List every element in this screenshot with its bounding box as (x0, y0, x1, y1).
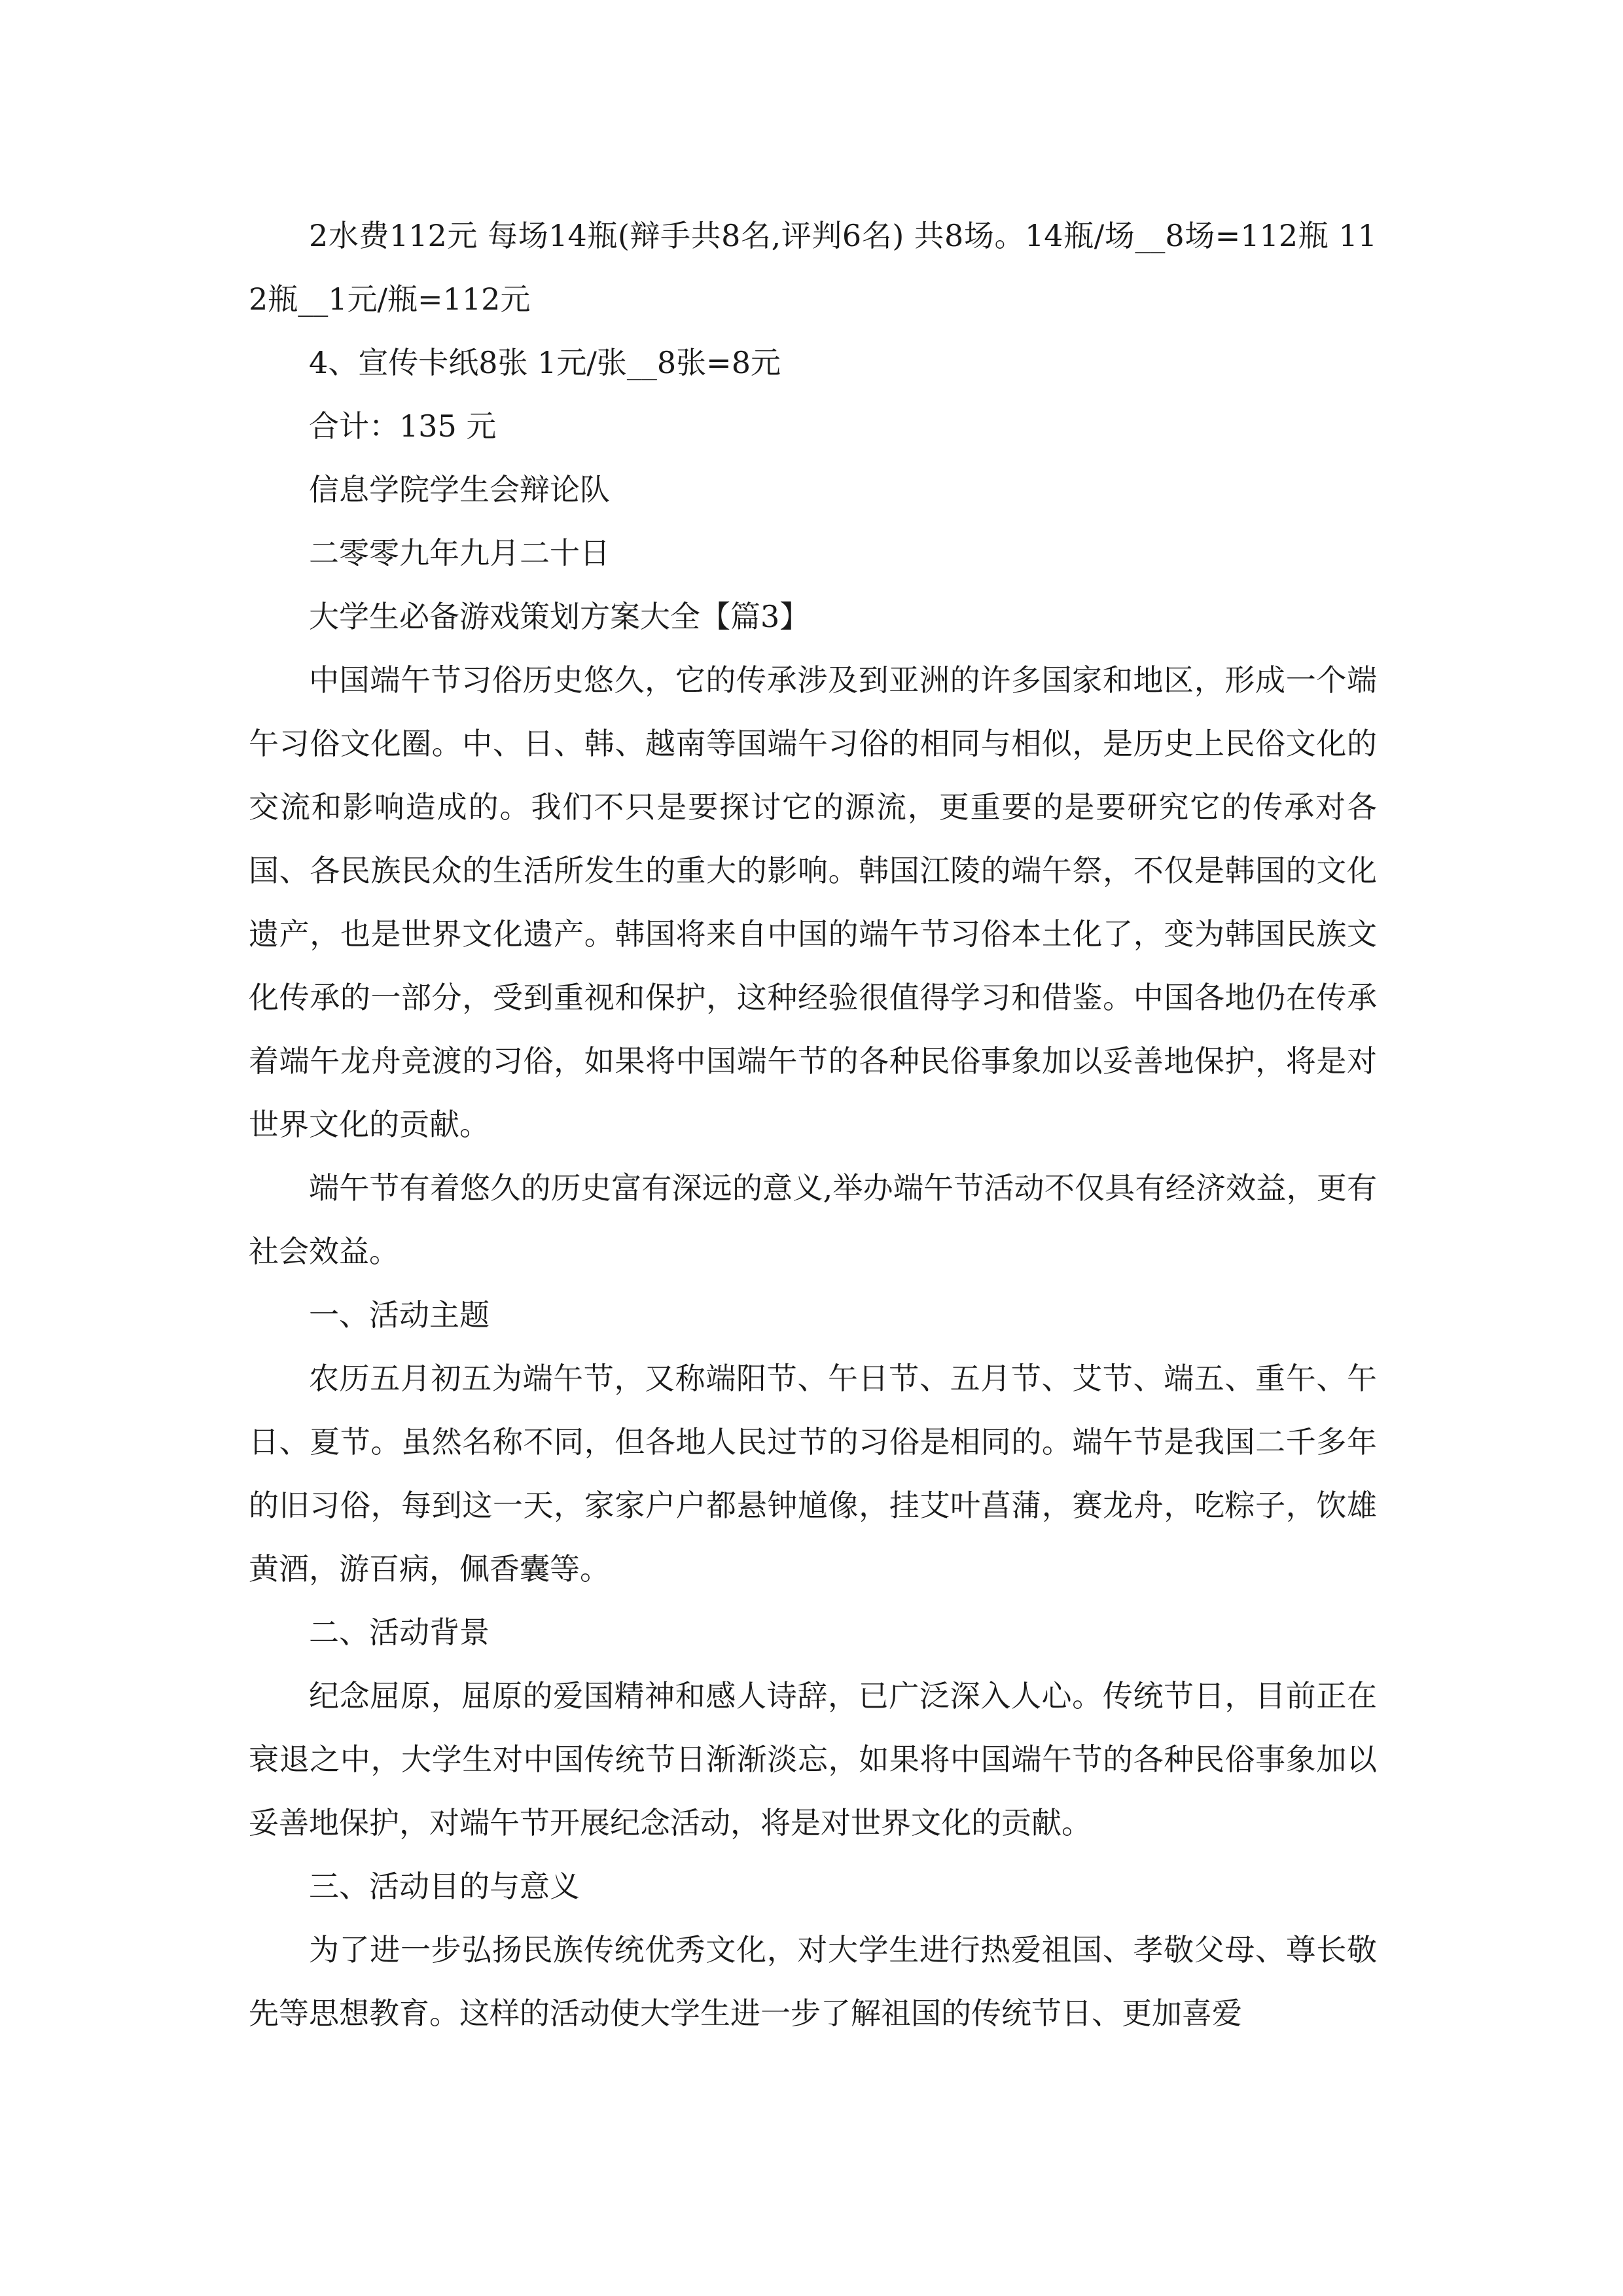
paragraph-purpose: 为了进一步弘扬民族传统优秀文化，对大学生进行热爱祖国、孝敬父母、尊长敬先等思想教育。这样的活动使大学生进一步了解祖国的传统节日、更加喜爱 (249, 1932, 1377, 2031)
paragraph-total: 合计：135 元 (309, 408, 497, 444)
paragraph-water-cost: 2水费112元 每场14瓶(辩手共8名,评判6名) 共8场。14瓶/场__8场=112瓶 112瓶__1元/瓶=112元 (249, 218, 1377, 317)
paragraph-signature-date: 二零零九年九月二十日 (309, 535, 610, 571)
paragraph-signature-org: 信息学院学生会辩论队 (309, 472, 610, 507)
heading-purpose: 三、活动目的与意义 (309, 1869, 580, 1904)
heading-theme: 一、活动主题 (309, 1297, 490, 1333)
paragraph-theme: 农历五月初五为端午节，又称端阳节、午日节、五月节、艾节、端五、重午、午日、夏节。虽然名称不同，但各地人民过节的习俗是相同的。端午节是我国二千多年的旧习俗，每到这一天，家家户户都悬钟馗像，挂艾叶菖蒲，赛龙舟，吃粽子，饮雄黄酒，游百病，佩香囊等。 (249, 1361, 1377, 1587)
paragraph-significance: 端午节有着悠久的历史富有深远的意义,举办端午节活动不仅具有经济效益，更有社会效益。 (249, 1170, 1377, 1269)
heading-background: 二、活动背景 (309, 1615, 490, 1650)
section-title: 大学生必备游戏策划方案大全【篇3】 (309, 599, 810, 634)
paragraph-background: 纪念屈原，屈原的爱国精神和感人诗辞，已广泛深入人心。传统节日，目前正在衰退之中，大学生对中国传统节日渐渐淡忘，如果将中国端午节的各种民俗事象加以妥善地保护，对端午节开展纪念活动，将是对世界文化的贡献。 (249, 1678, 1377, 1840)
document-body (249, 204, 1377, 2045)
paragraph-poster-cost: 4、宣传卡纸8张 1元/张__8张=8元 (309, 345, 781, 380)
paragraph-intro: 中国端午节习俗历史悠久，它的传承涉及到亚洲的许多国家和地区，形成一个端午习俗文化圈。中、日、韩、越南等国端午习俗的相同与相似，是历史上民俗文化的交流和影响造成的。我们不只是要探讨它的源流，更重要的是要研究它的传承对各国、各民族民众的生活所发生的重大的影响。韩国江陵的端午祭，不仅是韩国的文化遗产，也是世界文化遗产。韩国将来自中国的端午节习俗本土化了，变为韩国民族文化传承的一部分，受到重视和保护，这种经验很值得学习和借鉴。中国各地仍在传承着端午龙舟竞渡的习俗，如果将中国端午节的各种民俗事象加以妥善地保护，将是对世界文化的贡献。 (249, 662, 1377, 1142)
